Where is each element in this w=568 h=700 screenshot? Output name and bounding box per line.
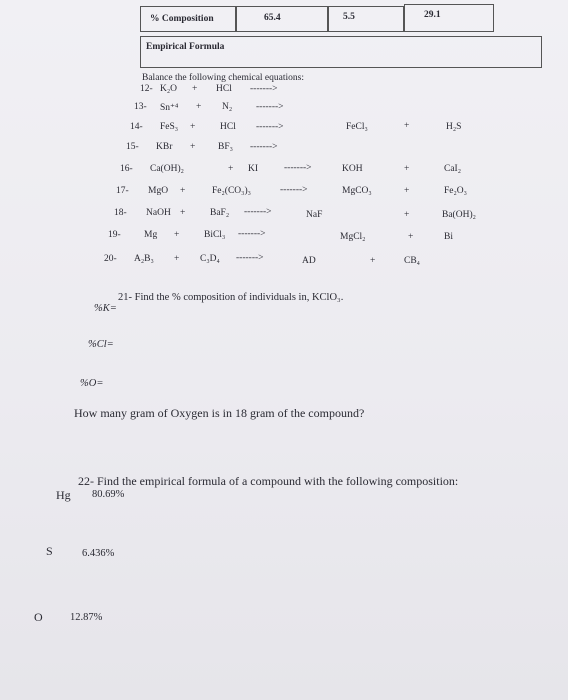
plus-sign: + <box>174 230 180 240</box>
arrow: -------> <box>256 102 284 112</box>
question-21: 21- Find the % composition of individuals in, KClO₃. <box>118 292 344 303</box>
product-c: AD <box>302 256 316 266</box>
reactant-b: C₃D₄ <box>200 254 220 264</box>
product-c: MgCl₂ <box>340 232 366 242</box>
plus-sign: + <box>192 84 198 94</box>
reactant-b: BaF₂ <box>210 208 230 218</box>
value-cell-1 <box>236 6 328 32</box>
plus-sign: + <box>370 256 376 266</box>
value-2: 5.5 <box>343 12 355 22</box>
eq-number: 20- <box>104 254 117 264</box>
plus-sign: + <box>404 210 410 220</box>
element-s: S <box>46 544 53 558</box>
plus-sign: + <box>228 164 234 174</box>
eq-number: 15- <box>126 142 139 152</box>
arrow: -------> <box>238 229 266 239</box>
value-3: 29.1 <box>424 10 441 20</box>
reactant-b: BiCl₃ <box>204 230 226 240</box>
product-c: KOH <box>342 164 363 174</box>
arrow: -------> <box>256 122 284 132</box>
reactant-b: N₂ <box>222 102 233 112</box>
reactant-a: A₂B₃ <box>134 254 154 264</box>
element-o: O <box>34 610 43 624</box>
arrow: -------> <box>236 253 264 263</box>
reactant-a: KBr <box>156 142 173 152</box>
eq-number: 19- <box>108 230 121 240</box>
reactant-b: Fe₂(CO₃)₃ <box>212 186 251 196</box>
product-d: H₂S <box>446 122 462 132</box>
value-1: 65.4 <box>264 13 281 23</box>
plus-sign: + <box>180 186 186 196</box>
plus-sign: + <box>404 121 410 131</box>
question-22: 22- Find the empirical formula of a compound with the following composition: <box>78 474 459 488</box>
composition-label: % Composition <box>150 14 214 24</box>
reactant-b: KI <box>248 164 259 174</box>
arrow: -------> <box>250 84 278 94</box>
eq-number: 13- <box>134 102 147 112</box>
balance-title: Balance the following chemical equations: <box>142 73 304 83</box>
plus-sign: + <box>190 142 196 152</box>
reactant-b: HCl <box>220 122 236 132</box>
hg-percent: 80.69% <box>92 489 125 500</box>
plus-sign: + <box>180 208 186 218</box>
empirical-formula-label: Empirical Formula <box>146 42 225 52</box>
product-d: CaI₂ <box>444 164 462 174</box>
chlorine-percent-label: %Cl= <box>88 339 114 350</box>
reactant-a: MgO <box>148 186 169 196</box>
reactant-b: BF₃ <box>218 142 233 152</box>
element-hg: Hg <box>56 488 71 502</box>
eq-number: 12- <box>140 84 153 94</box>
arrow: -------> <box>280 185 308 195</box>
product-d: Fe₂O₃ <box>444 186 467 196</box>
plus-sign: + <box>190 122 196 132</box>
reactant-a: NaOH <box>146 208 171 218</box>
product-c: NaF <box>306 210 323 220</box>
eq-number: 14- <box>130 122 143 132</box>
reactant-a: Mg <box>144 230 158 240</box>
reactant-a: Ca(OH)₂ <box>150 164 184 174</box>
product-d: CB₄ <box>404 256 420 266</box>
product-c: FeCl₃ <box>346 122 368 132</box>
plus-sign: + <box>404 186 410 196</box>
plus-sign: + <box>196 102 202 112</box>
reactant-b: HCl <box>216 84 232 94</box>
eq-number: 17- <box>116 186 129 196</box>
eq-number: 18- <box>114 208 127 218</box>
s-percent: 6.436% <box>82 548 115 559</box>
value-cell-3 <box>404 4 494 32</box>
arrow: -------> <box>250 142 278 152</box>
arrow: -------> <box>244 207 272 217</box>
arrow: -------> <box>284 163 312 173</box>
product-c: MgCO₃ <box>342 186 372 196</box>
oxygen-percent-label: %O= <box>80 378 104 389</box>
plus-sign: + <box>174 254 180 264</box>
plus-sign: + <box>404 164 410 174</box>
empirical-formula-cell <box>140 36 542 68</box>
eq-number: 16- <box>120 164 133 174</box>
product-d: Ba(OH)₂ <box>442 210 476 220</box>
oxygen-mass-question: How many gram of Oxygen is in 18 gram of the compound? <box>74 406 365 420</box>
reactant-a: FeS₃ <box>160 122 179 132</box>
reactant-a: K₂O <box>160 84 178 94</box>
o-percent: 12.87% <box>70 612 103 623</box>
product-d: Bi <box>444 232 453 242</box>
plus-sign: + <box>408 232 414 242</box>
reactant-a: Sn⁺⁴ <box>160 103 179 113</box>
potassium-percent-label: %K= <box>94 303 117 314</box>
value-cell-2 <box>328 6 404 32</box>
